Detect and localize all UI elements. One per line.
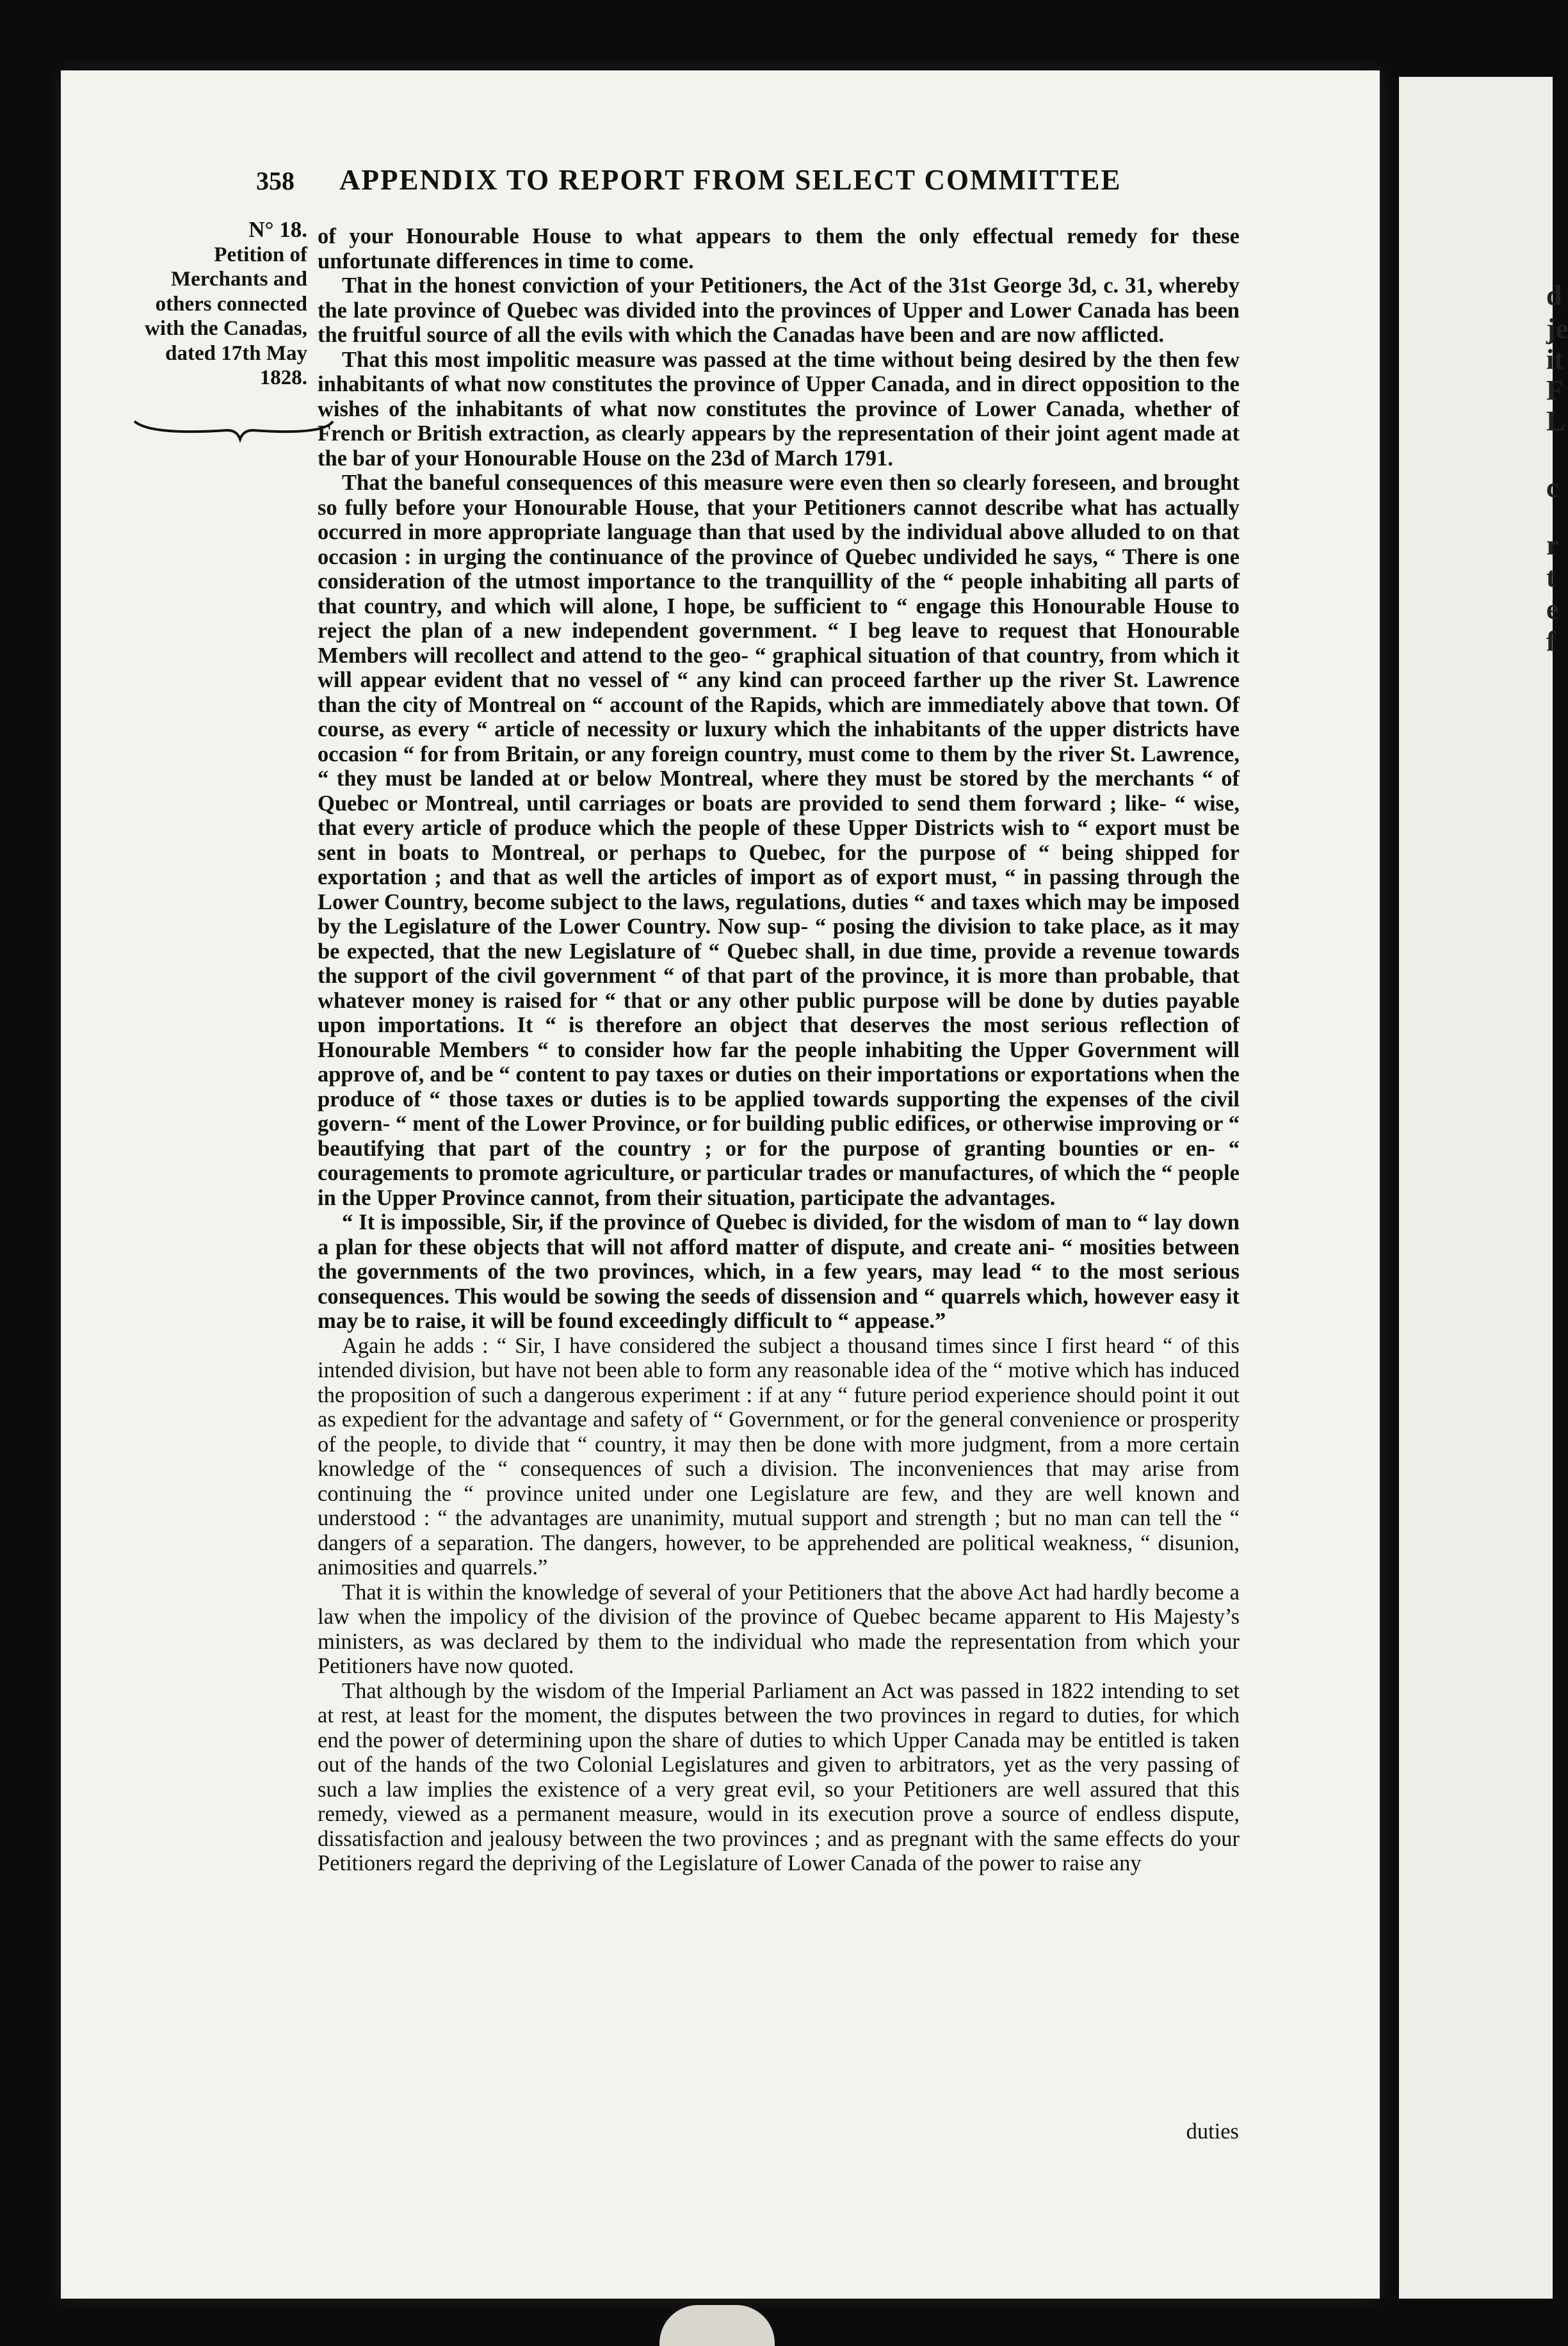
page-header — [256, 163, 1268, 197]
paragraph: That although by the wisdom of the Imperial Parliament an Act was passed in 1822 intending to set at rest, at least for the moment, the disputes between the two provinces in regard to duties, for which end the power of determining upon the share of duties to which Upper Canada may be entitled is taken out of the hands of the two Colonial Legislatures and given to arbitrators, yet as the very passing of such a law implies the existence of a very great evil, so your Petitioners are well assured that this remedy, viewed as a permanent measure, would in its execution prove a source of endless dispute, dissatisfaction and jealousy between the two provinces ; and as pregnant with the same effects do your Petitioners regard the depriving of the Legislature of Lower Canada of the power to raise any — [318, 1678, 1240, 1875]
paragraph: of your Honourable House to what appears to them the only effectual remedy for these unfortunate differences in time to come. — [318, 224, 1240, 273]
fragment-letter: e — [1546, 594, 1559, 625]
paragraph: That it is within the knowledge of several of your Petitioners that the above Act had hardly become a law when the impolicy of the division of the province of Quebec became apparent to His Majesty’s ministers, as was declared by them to the individual who made the representation from which your Petitioners have now quoted. — [318, 1580, 1240, 1678]
fragment-letter: je — [1546, 313, 1568, 344]
document-title: Petition of Merchants and others connected with the Canadas, dated 17th May 1828. — [145, 243, 307, 389]
page-number: 358 — [256, 166, 295, 195]
paragraph: That in the honest conviction of your Petitioners, the Act of the 31st George 3d, c. 31, whereby the late province of Quebec was divided into the provinces of Upper and Lower Canada has been the fruitful source of all the evils with which the Canadas have been and are now afflicted. — [318, 273, 1240, 347]
fragment-letter: f — [1546, 626, 1556, 657]
paragraph: “ It is impossible, Sir, if the province of Quebec is divided, for the wisdom of man to “ lay down a plan for these objects that will not afford matter of dispute, and create ani- “ mosities between the governments of the two provinces, which, in a few years, may lead “ to the most serious consequences. This would be sowing the seeds of dissension and “ quarrels which, however easy it may be to raise, it will be found exceedingly difficult to “ appease.” — [318, 1210, 1240, 1333]
paragraph: That the baneful consequences of this measure were even then so clearly foreseen, and brought so fully before your Honourable House, that your Petitioners cannot describe what has actually occurred in more appropriate language than that used by the individual above alluded to on that occasion : in urging the continuance of the province of Quebec undivided he says, “ There is one consideration of the utmost importance to the tranquillity of the “ people inhabiting all parts of that country, and which will alone, I hope, be sufficient to “ engage this Honourable House to reject the plan of a new independent government. “ I beg leave to request that Honourable Members will recollect and attend to the geo- “ graphical situation of that country, from which it will appear evident that no vessel of “ any kind can proceed farther up the river St. Lawrence than the city of Montreal on “ account of the Rapids, which are immediately above that town. Of course, as every “ article of necessity or luxury which the inhabitants of the upper districts have occasion “ for from Britain, or any foreign country, must come to them by the river St. Lawrence, “ they must be landed at or below Montreal, where they must be stored by the merchants “ of Quebec or Montreal, until carriages or boats are provided to send them forward ; like- “ wise, that every article of produce which the people of these Upper Districts wish to “ export must be sent in boats to Montreal, or perhaps to Quebec, for the purpose of “ being shipped for exportation ; and that as well the articles of import as of export must, “ in passing through the Lower Country, become subject to the laws, regulations, duties “ and taxes which may be imposed by the Legislature of the Lower Country. Now sup- “ posing the division to take place, as it may be expected, that the new Legislature of “ Quebec shall, in due time, provide a revenue towards the support of the civil government “ of that part of the province, it is more than probable, that whatever money is raised for “ that or any other public purpose will be done by duties payable upon importations. It “ is therefore an object that deserves the most serious reflection of Honourable Members “ to consider how far the people inhabiting the Upper Government will approve of, and be “ content to pay taxes or duties on their importations or exportations when the produce of “ those taxes or duties is to be applied towards supporting the expenses of the civil govern- “ ment of the Lower Province, or for building public edifices, or otherwise improving or “ beautifying that part of the country ; or for the purpose of granting bounties or en- “ couragements to promote agriculture, or particular trades or manufactures, of which the “ people in the Upper Province cannot, from their situation, participate the advantages. — [318, 471, 1240, 1210]
page-edge-artifact — [659, 2305, 775, 2346]
paragraph: That this most impolitic measure was passed at the time without being desired by the then few inhabitants of what now constitutes the province of Upper Canada, and in direct opposition to the wishes of the inhabitants of what now constitutes the province of Lower Canada, whether of French or British extraction, as clearly appears by the representation of their joint agent made at the bar of your Honourable House on the 23d of March 1791. — [318, 347, 1240, 471]
running-head: APPENDIX TO REPORT FROM SELECT COMMITTEE — [339, 164, 1122, 196]
fragment-letter: c — [1546, 472, 1559, 503]
brace-ornament — [131, 416, 336, 442]
fragment-letter: r — [1546, 530, 1559, 561]
fragment-letter: F — [1546, 375, 1564, 406]
marginal-note — [122, 218, 307, 391]
body-text — [318, 224, 1240, 1876]
fragment-letter: L — [1546, 405, 1565, 437]
paragraph: Again he adds : “ Sir, I have considered the subject a thousand times since I first heard “ of this intended division, but have not been able to form any reasonable idea of the “ motive which has induced the proposition of such a dangerous experiment : if at any “ future period experience should point it out as expedient for the advantage and safety of “ Government, or for the general convenience or prosperity of the people, to divide that “ country, it may then be done with more judgment, from a more certain knowledge of the “ consequences of such a division. The inconveniences that may arise from continuing the “ province united under one Legislature are few, and they are well known and understood : “ the advantages are unanimity, mutual support and strength ; but no man can tell the “ dangers of a separation. The dangers, however, to be apprehended are political weakness, “ disunion, animosities and quarrels.” — [318, 1333, 1240, 1580]
document-number: N° 18. — [248, 217, 307, 242]
fragment-letter: d — [1546, 280, 1562, 311]
fragment-letter: t — [1546, 562, 1556, 593]
fragment-letter: it — [1546, 344, 1564, 375]
catchword: duties — [1186, 2119, 1239, 2144]
adjacent-page-edge — [1399, 77, 1568, 2299]
